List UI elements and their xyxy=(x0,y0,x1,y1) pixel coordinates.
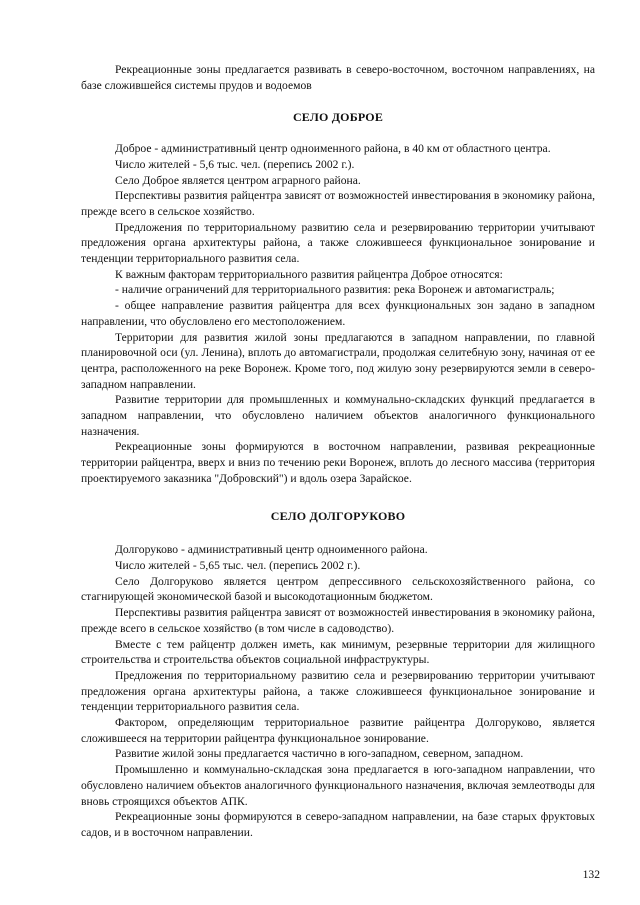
paragraph: Доброе - административный центр одноименного района, в 40 км от областного центра. xyxy=(115,142,551,156)
page-content xyxy=(81,62,595,841)
paragraph: Предложения по территориальному развитию села и резервированию территории учитывают предложения органа архитектуры района, а также сложившееся функциональное зонирование и тенденции территориального развития села. xyxy=(81,220,595,266)
paragraph: Рекреационные зоны формируются в северо-западном направлении, на базе старых фруктовых садов, и в восточном направлении. xyxy=(81,810,595,839)
paragraph: Рекреационные зоны формируются в восточном направлении, развивая рекреационные территории райцентра, вверх и вниз по течению реки Воронеж, вплоть до лесного массива (территория проектируемого заказника "Добровский") и вдоль озера Зарайское. xyxy=(81,440,595,485)
paragraph: Долгоруково - административный центр одноименного района. xyxy=(115,543,428,557)
section-title-dolgorukovo: СЕЛО ДОЛГОРУКОВО xyxy=(270,508,406,523)
section-title-dobroe: СЕЛО ДОБРОЕ xyxy=(292,110,384,125)
paragraph: Территории для развития жилой зоны предлагаются в западном направлении, по главной планировочной оси (ул. Ленина), вплоть до автомагистрали, продолжая селитебную зону, начиная от ее центра, расположенного на реке Воронеж. Кроме того, под жилую зону резервируются земли в северо-западном направлении. xyxy=(81,330,595,391)
list-item-paragraph: - общее направление развития райцентра для всех функциональных зон задано в западном направлении, что обусловлено его местоположением. xyxy=(81,299,595,328)
section-dolgorukovo-body xyxy=(81,542,595,840)
paragraph: Число жителей - 5,6 тыс. чел. (перепись 2002 г.). xyxy=(115,157,355,171)
paragraph: Перспективы развития райцентра зависят от возможностей инвестирования в экономику района, прежде всего в сельское хозяйство (в том числе в садоводство). xyxy=(81,606,595,635)
paragraph: Фактором, определяющим территориальное развитие райцентра Долгоруково, является сложившееся на территории райцентра функциональное зонирование. xyxy=(81,716,595,745)
intro-paragraph: Рекреационные зоны предлагается развивать в северо-восточном, восточном направлениях, на базе сложившейся системы прудов и водоемов xyxy=(81,63,595,92)
paragraph: Число жителей - 5,65 тыс. чел. (перепись 2002 г.). xyxy=(115,558,361,572)
paragraph: Развитие территории для промышленных и коммунально-складских функций предлагается в западном направлении, что обусловлено наличием объектов аналогичного функционального назначения. xyxy=(81,393,595,438)
page-number: 132 xyxy=(582,868,600,881)
paragraph: Село Долгоруково является центром депрессивного сельскохозяйственного района, со стагнирующей экономической базой и высокодотационным бюджетом. xyxy=(81,574,595,604)
paragraph: Предложения по территориальному развитию села и резервированию территории учитывают предложения органа архитектуры района, а также сложившееся функциональное зонирование и тенденции территориального развития села. xyxy=(81,668,595,714)
paragraph: Село Доброе является центром аграрного района. xyxy=(115,173,361,187)
list-item-paragraph: - наличие ограничений для территориального развития: река Воронеж и автомагистраль; xyxy=(115,283,555,297)
paragraph: Развитие жилой зоны предлагается частично в юго-западном, северном, западном. xyxy=(115,747,524,761)
paragraph: Промышленно и коммунально-складская зона предлагается в юго-западном направлении, что обусловлено наличием объектов аналогичного функционального назначения, включая землеотводы для вновь строящихся объектов АПК. xyxy=(81,763,595,808)
paragraph: Перспективы развития райцентра зависят от возможностей инвестирования в экономику района, прежде всего в сельское хозяйство. xyxy=(81,189,595,218)
paragraph: Вместе с тем райцентр должен иметь, как минимум, резервные территории для жилищного строительства и строительства объектов социальной инфраструктуры. xyxy=(81,637,595,667)
paragraph: К важным факторам территориального развития райцентра Доброе относятся: xyxy=(115,267,503,281)
section-dobroe-body xyxy=(81,141,595,486)
